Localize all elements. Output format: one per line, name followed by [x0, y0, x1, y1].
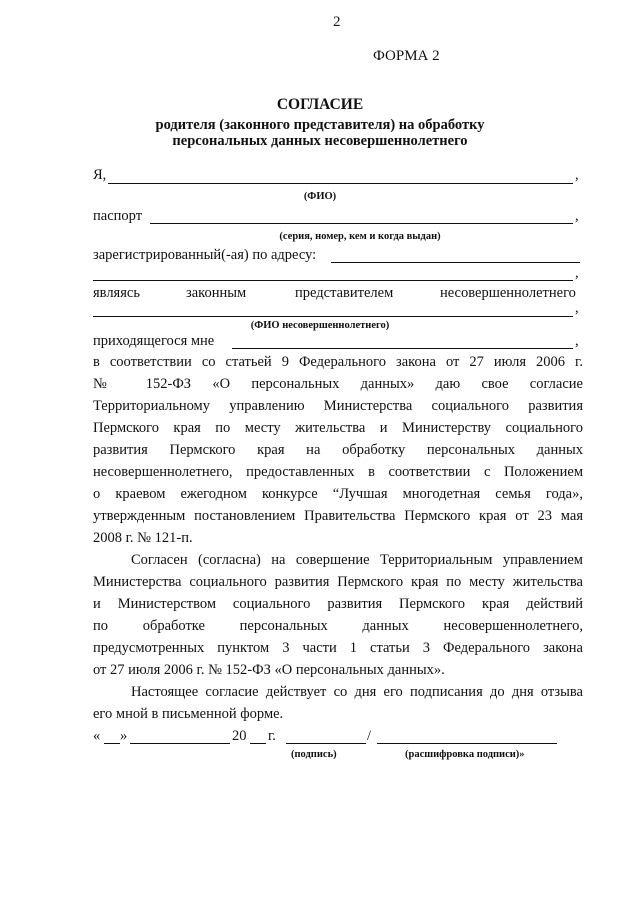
paragraph1-line: Пермского края по месту жительства и Министерству социального [93, 420, 583, 436]
signature-caption: (подпись) [291, 749, 337, 760]
decoding-caption: (расшифровка подписи)» [405, 749, 525, 760]
rep-word-1: являясь [93, 285, 140, 301]
paragraph2-line: и Министерством социального развития Пермского края действий [93, 596, 583, 612]
day-close-quote: » [120, 728, 128, 744]
passport-comma: , [575, 208, 579, 224]
fio-caption: (ФИО) [303, 191, 337, 202]
paragraph1-last-line: 2008 г. № 121-п. [93, 530, 193, 546]
paragraph2-line: Согласен (согласна) на совершение Территориальным управлением [131, 552, 583, 568]
subtitle-line-2: персональных данных несовершеннолетнего [172, 133, 468, 149]
paragraph1-line: в соответствии со статьей 9 Федерального закона от 27 июля 2006 г. [93, 354, 583, 370]
paragraph1-line: о краевом ежегодном конкурсе “Лучшая многодетная семья года», [93, 486, 583, 502]
paragraph1-line: утвержденным постановлением Правительства Пермского края от 23 мая [93, 508, 583, 524]
rep-word-4: несовершеннолетнего [440, 285, 576, 301]
rep-word-2: законным [186, 285, 247, 301]
signature-slash: / [367, 728, 372, 744]
month-line[interactable] [130, 743, 230, 744]
relation-line[interactable] [232, 348, 573, 349]
paragraph2-line: по обработке персональных данных несовершеннолетнего, [93, 618, 583, 634]
day-line[interactable] [104, 743, 120, 744]
relation-comma: , [575, 333, 579, 349]
minor-fio-comma: , [575, 300, 579, 316]
signature-line[interactable] [286, 743, 366, 744]
paragraph2-line: Министерства социального развития Пермского края по месту жительства [93, 574, 583, 590]
paragraph3-line: Настоящее согласие действует со дня его подписания до дня отзыва [131, 684, 583, 700]
year-prefix: 20 [232, 728, 247, 744]
paragraph1-line: Территориальному управлению Министерства социального развития [93, 398, 583, 414]
address-comma: , [575, 265, 579, 281]
ya-label: Я, [93, 167, 107, 183]
fio-line[interactable] [108, 183, 573, 184]
paragraph1-line: № 152-ФЗ «О персональных данных» даю свое согласие [93, 376, 583, 392]
page-number: 2 [333, 14, 341, 30]
relation-label: приходящегося мне [93, 333, 215, 349]
minor-fio-line[interactable] [93, 316, 573, 317]
form-label: ФОРМА 2 [373, 48, 440, 64]
document-title: СОГЛАСИЕ [276, 96, 364, 113]
subtitle-line-1: родителя (законного представителя) на обработку [155, 117, 485, 133]
paragraph3-last-line: его мной в письменной форме. [93, 706, 284, 722]
fio-comma: , [575, 167, 579, 183]
paragraph2-last-line: от 27 июля 2006 г. № 152-ФЗ «О персональных данных». [93, 662, 445, 678]
paragraph1-line: развития Пермского края на обработку персональных данных [93, 442, 583, 458]
passport-line[interactable] [150, 223, 573, 224]
minor-fio-caption: (ФИО несовершеннолетнего) [250, 320, 390, 331]
passport-caption: (серия, номер, кем и когда выдан) [279, 231, 441, 242]
paragraph1-line: несовершеннолетнего, предоставленных в соответствии с Положением [93, 464, 583, 480]
address-line-2[interactable] [93, 280, 573, 281]
year-line[interactable] [250, 743, 266, 744]
address-line-1[interactable] [331, 262, 580, 263]
address-label: зарегистрированный(-ая) по адресу: [93, 247, 317, 263]
day-open-quote: « [93, 728, 101, 744]
rep-word-3: представителем [295, 285, 394, 301]
year-suffix: г. [268, 728, 276, 744]
decoding-line[interactable] [377, 743, 557, 744]
paragraph2-line: предусмотренных пунктом 3 части 1 статьи 3 Федерального закона [93, 640, 583, 656]
passport-label: паспорт [93, 208, 143, 224]
